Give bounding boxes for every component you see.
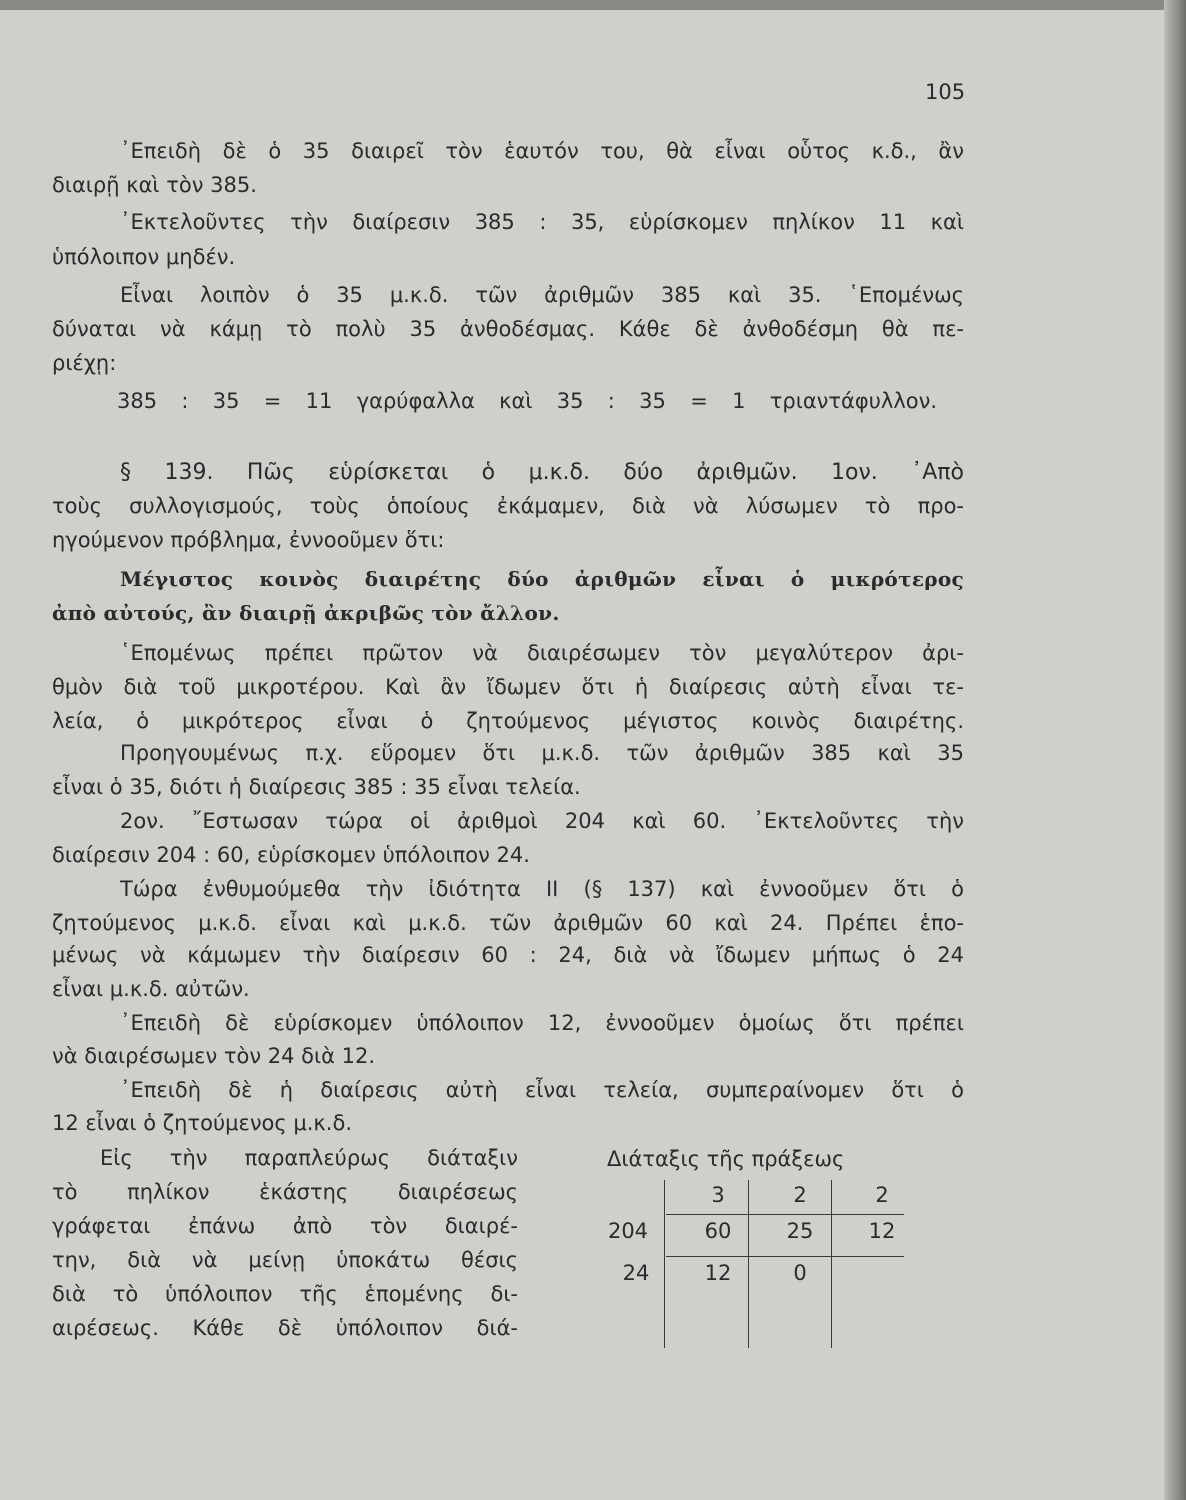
text-line: δύναται νὰ κάμῃ τὸ πολὺ 35 ἀνθοδέσμας. Κάθε δὲ ἀνθοδέσμη θὰ πε-: [52, 317, 964, 341]
column-text-line: αιρέσεως. Κάθε δὲ ὑπόλοιπον διά-: [52, 1316, 518, 1340]
column-text-line: την, διὰ νὰ μείνῃ ὑποκάτω θέσις: [52, 1248, 518, 1272]
rule-statement: ἀπὸ αὐτούς, ἂν διαιρῇ ἀκριβῶς τὸν ἄλλον.: [52, 601, 560, 625]
text-line: μένως νὰ κάμωμεν τὴν διαίρεσιν 60 : 24, διὰ νὰ ἴδωμεν μήπως ὁ 24: [52, 943, 964, 967]
table-divider: [666, 1256, 904, 1257]
quotient-cell: 2: [793, 1183, 807, 1207]
text-line: Εἶναι λοιπὸν ὁ 35 μ.κ.δ. τῶν ἀριθμῶν 385 καὶ 35. ῾Επομένως: [120, 283, 964, 307]
text-line: ᾿Εκτελοῦντες τὴν διαίρεσιν 385 : 35, εὑρίσκομεν πηλίκον 11 καὶ: [120, 210, 964, 234]
column-text-line: γράφεται ἐπάνω ἀπὸ τὸν διαιρέ-: [52, 1214, 518, 1238]
text-line: εἶναι μ.κ.δ. αὐτῶν.: [52, 977, 250, 1001]
text-line: ῾Επομένως πρέπει πρῶτον νὰ διαιρέσωμεν τὸν μεγαλύτερον ἀρι-: [120, 641, 964, 665]
quotient-cell: 2: [875, 1183, 889, 1207]
remainder-cell: 24: [622, 1261, 650, 1285]
text-line: εἶναι ὁ 35, διότι ἡ διαίρεσις 385 : 35 εἶναι τελεία.: [52, 775, 581, 799]
remainder-cell: 12: [704, 1261, 732, 1285]
table-title: Διάταξις τῆς πράξεως: [607, 1147, 845, 1171]
text-line: ζητούμενος μ.κ.δ. εἶναι καὶ μ.κ.δ. τῶν ἀριθμῶν 60 καὶ 24. Πρέπει ἑπο-: [52, 911, 964, 935]
text-line: λεία, ὁ μικρότερος εἶναι ὁ ζητούμενος μέγιστος κοινὸς διαιρέτης.: [52, 709, 964, 733]
rule-statement: Μέγιστος κοινὸς διαιρέτης δύο ἀριθμῶν εἶναι ὁ μικρότερος: [120, 567, 964, 591]
page-edge-shadow: [1164, 0, 1186, 1500]
text-line: 2ον. ῎Εστωσαν τώρα οἱ ἀριθμοὶ 204 καὶ 60. ᾿Εκτελοῦντες τὴν: [120, 809, 964, 833]
remainder-cell: 0: [793, 1261, 807, 1285]
page-number: 105: [925, 80, 966, 104]
text-line: 12 εἶναι ὁ ζητούμενος μ.κ.δ.: [52, 1111, 353, 1135]
number-cell: 25: [786, 1219, 814, 1243]
column-text-line: Εἰς τὴν παραπλεύρως διάταξιν: [100, 1146, 518, 1170]
text-line: διαίρεσιν 204 : 60, εὑρίσκομεν ὑπόλοιπον 24.: [52, 843, 530, 867]
number-cell: 12: [868, 1219, 896, 1243]
column-text-line: τὸ πηλίκον ἑκάστης διαιρέσεως: [52, 1180, 518, 1204]
text-line: ᾿Επειδὴ δὲ ἡ διαίρεσις αὐτὴ εἶναι τελεία, συμπεραίνομεν ὅτι ὁ: [120, 1078, 964, 1102]
number-cell: 204: [607, 1219, 649, 1243]
quotient-cell: 3: [711, 1183, 725, 1207]
text-line: ὑπόλοιπον μηδέν.: [52, 245, 236, 269]
text-line: τοὺς συλλογισμούς, τοὺς ὁποίους ἐκάμαμεν, διὰ νὰ λύσωμεν τὸ προ-: [52, 494, 964, 518]
table-divider: [748, 1180, 749, 1348]
text-line: θμὸν διὰ τοῦ μικροτέρου. Καὶ ἂν ἴδωμεν ὅτι ἡ διαίρεσις αὐτὴ εἶναι τε-: [52, 675, 964, 699]
table-divider: [666, 1214, 904, 1215]
text-line: Προηγουμένως π.χ. εὕρομεν ὅτι μ.κ.δ. τῶν ἀριθμῶν 385 καὶ 35: [120, 741, 964, 765]
text-line: ηγούμενον πρόβλημα, ἐννοοῦμεν ὅτι:: [52, 528, 445, 552]
equation-line: 385 : 35 = 11 γαρύφαλλα καὶ 35 : 35 = 1 τριαντάφυλλον.: [117, 389, 937, 413]
text-line: Τώρα ἐνθυμούμεθα τὴν ἰδιότητα ΙΙ (§ 137) καὶ ἐννοοῦμεν ὅτι ὁ: [120, 877, 964, 901]
text-line: ᾿Επειδὴ δὲ εὑρίσκομεν ὑπόλοιπον 12, ἐννοοῦμεν ὁμοίως ὅτι πρέπει: [120, 1011, 964, 1035]
text-line: ᾿Επειδὴ δὲ ὁ 35 διαιρεῖ τὸν ἑαυτόν του, θὰ εἶναι οὗτος κ.δ., ἂν: [120, 139, 964, 163]
section-heading: § 139. Πῶς εὑρίσκεται ὁ μ.κ.δ. δύο ἀριθμῶν. 1ον. ᾿Απὸ: [120, 460, 964, 485]
number-cell: 60: [704, 1219, 732, 1243]
text-line: νὰ διαιρέσωμεν τὸν 24 διὰ 12.: [52, 1044, 376, 1068]
table-divider: [831, 1180, 832, 1348]
column-text-line: διὰ τὸ ὑπόλοιπον τῆς ἑπομένης δι-: [52, 1282, 518, 1306]
text-line: διαιρῇ καὶ τὸν 385.: [52, 173, 257, 197]
text-line: ριέχῃ:: [52, 351, 117, 375]
